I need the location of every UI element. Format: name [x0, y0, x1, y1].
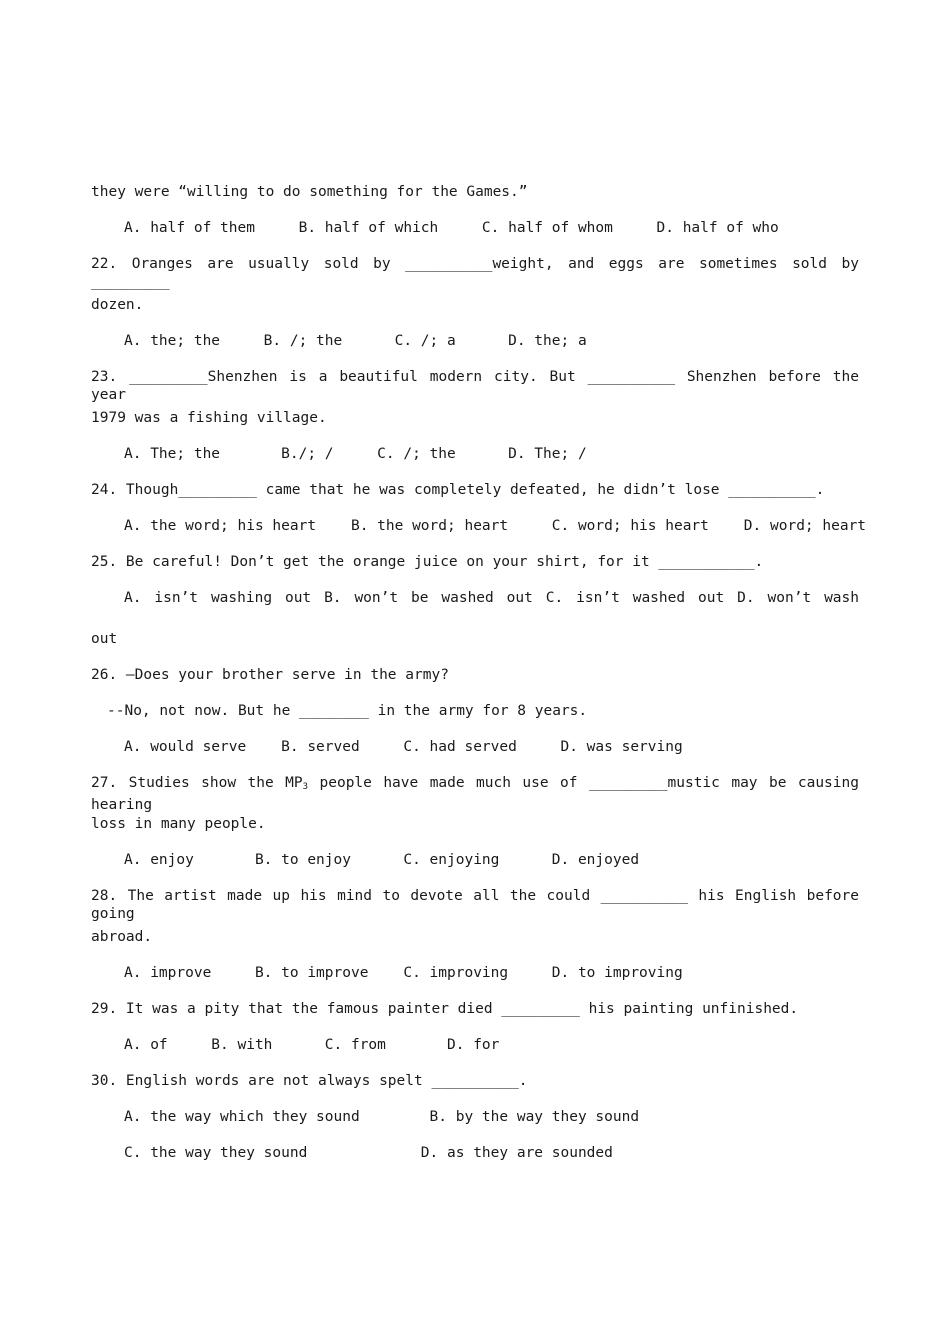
q22-stem: 22. Oranges are usually sold by __________weight, and eggs are sometimes sold by _________	[91, 256, 859, 290]
q27-stem-end: people have made much use of _________mustic may be causing hearing	[91, 775, 859, 813]
q23-options: A. The; the B./; / C. /; the D. The; /	[124, 446, 587, 462]
q28-stem: 28. The artist made up his mind to devote all the could __________ his English before going	[91, 888, 859, 922]
q27-stem	[91, 774, 859, 814]
q23-stem-continued: 1979 was a fishing village.	[91, 410, 327, 426]
q30-options-row1: A. the way which they sound B. by the way they sound	[124, 1109, 640, 1125]
q24-stem: 24. Though_________ came that he was completely defeated, he didn’t lose __________.	[91, 482, 825, 498]
q27-subscript: 3	[302, 782, 309, 792]
q22-options: A. the; the B. /; the C. /; a D. the; a	[124, 333, 587, 349]
q28-options: A. improve B. to improve C. improving D. to improving	[124, 965, 683, 981]
q26-options: A. would serve B. served C. had served D. was serving	[124, 739, 683, 755]
q23-stem: 23. _________Shenzhen is a beautiful modern city. But __________ Shenzhen before the year	[91, 369, 859, 403]
q25-options: A. isn’t washing out B. won’t be washed out C. isn’t washed out D. won’t wash	[124, 590, 859, 606]
q29-options: A. of B. with C. from D. for	[124, 1037, 500, 1053]
q27-stem-continued: loss in many people.	[91, 816, 266, 832]
q24-options: A. the word; his heart B. the word; heart C. word; his heart D. word; heart	[124, 518, 867, 534]
q30-stem: 30. English words are not always spelt __________.	[91, 1073, 528, 1089]
q26-stem: 26. –Does your brother serve in the army?	[91, 667, 449, 683]
q27-options: A. enjoy B. to enjoy C. enjoying D. enjoyed	[124, 852, 640, 868]
q28-stem-continued: abroad.	[91, 929, 153, 945]
q29-stem: 29. It was a pity that the famous painter died _________ his painting unfinished.	[91, 1001, 799, 1017]
q21-options: A. half of them B. half of which C. half of whom D. half of who	[124, 220, 779, 236]
q26-dialogue-reply: --No, not now. But he ________ in the army for 8 years.	[107, 703, 588, 719]
q21-stem-continued: they were “willing to do something for the Games.”	[91, 184, 528, 200]
q22-stem-continued: dozen.	[91, 297, 144, 313]
q30-options-row2: C. the way they sound D. as they are sounded	[124, 1145, 613, 1161]
q25-options-continued: out	[91, 631, 118, 647]
q27-stem-start: 27. Studies show the MP	[91, 775, 303, 791]
q25-stem: 25. Be careful! Don’t get the orange juice on your shirt, for it ___________.	[91, 554, 764, 570]
